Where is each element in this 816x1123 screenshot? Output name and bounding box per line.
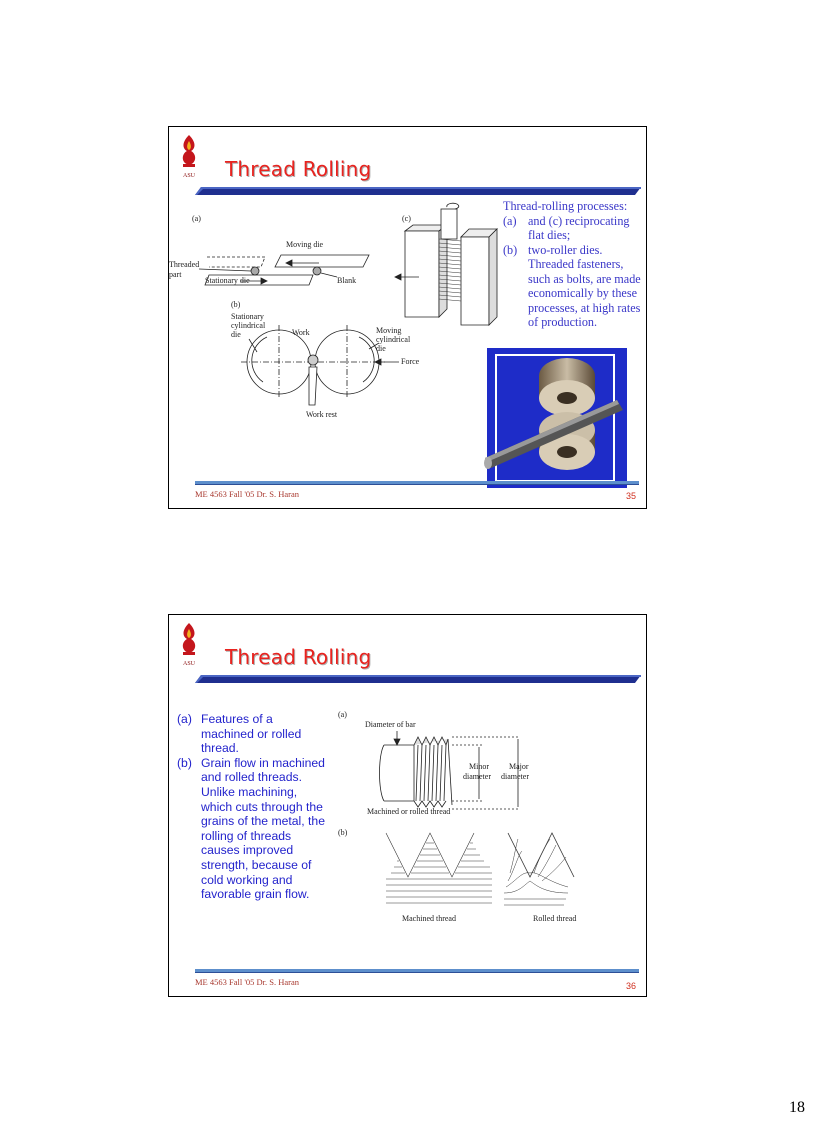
- thread-rolling-diagram: [169, 197, 504, 427]
- thread-rolling-photo: [487, 348, 627, 488]
- caption-item-label: (b): [503, 242, 518, 257]
- label-moving-cyl-3: die: [376, 344, 386, 353]
- caption-item-text: two-roller dies. Threaded fasteners, such as bolts, are made economically by these processes, at high rates of production.: [528, 242, 641, 329]
- label-major-2: diameter: [501, 772, 529, 781]
- caption-item-text: Grain flow in machined and rolled threads. Unlike machining, which cuts through the grains of the metal, the rolling of threads causes improved strength, because of cold working and favorable grain flow.: [201, 755, 325, 902]
- caption-item: [503, 214, 648, 243]
- caption-item-label: (b): [177, 755, 192, 770]
- footer-divider: [195, 969, 639, 973]
- label-blank: Blank: [337, 276, 357, 285]
- caption-item-text: Features of a machined or rolled thread.: [201, 712, 302, 756]
- caption-item-label: (a): [503, 213, 517, 228]
- title-underline: [195, 675, 641, 683]
- title-underline: [195, 187, 641, 195]
- label-b: (b): [338, 828, 348, 837]
- page-number: 18: [789, 1099, 805, 1116]
- footer-course: ME 4563 Fall '05 Dr. S. Haran: [195, 489, 299, 499]
- caption-item: [503, 243, 648, 330]
- footer-divider: [195, 481, 639, 485]
- label-work: Work: [292, 328, 310, 337]
- asu-logo: [175, 621, 203, 669]
- caption-heading: Thread-rolling processes:: [503, 199, 628, 213]
- slide-number: 35: [625, 491, 636, 501]
- footer-course: ME 4563 Fall '05 Dr. S. Haran: [195, 977, 299, 987]
- slide-35: [168, 126, 647, 509]
- label-moving-die: Moving die: [286, 240, 324, 249]
- thread-features-diagram: [334, 705, 577, 927]
- label-force: Force: [401, 357, 420, 366]
- label-stationary-cyl-1: Stationary: [231, 312, 264, 321]
- label-machined-or-rolled: Machined or rolled thread: [367, 807, 451, 816]
- label-minor-2: diameter: [463, 772, 491, 781]
- label-a: (a): [338, 710, 347, 719]
- roller-photo-illustration: [487, 348, 627, 488]
- caption-text: [177, 712, 327, 902]
- caption-item: [177, 712, 327, 756]
- caption-item: [177, 756, 327, 902]
- asu-logo-text: ASU: [182, 173, 196, 179]
- label-stationary-cyl-2: cylindrical: [231, 321, 266, 330]
- label-stationary-die: Stationary die: [205, 276, 250, 285]
- slide-36: [168, 614, 647, 997]
- label-work-rest: Work rest: [306, 410, 338, 419]
- label-moving-cyl-2: cylindrical: [376, 335, 411, 344]
- label-c: (c): [402, 214, 411, 223]
- asu-logo-text: ASU: [182, 661, 196, 667]
- label-moving-cyl-1: Moving: [376, 326, 402, 335]
- caption-item-label: (a): [177, 712, 192, 726]
- label-a: (a): [192, 214, 201, 223]
- slide-title: Thread Rolling: [225, 645, 372, 669]
- label-machined-thread: Machined thread: [402, 914, 456, 923]
- label-rolled-thread: Rolled thread: [533, 914, 577, 923]
- label-major-1: Major: [509, 762, 529, 771]
- slide-title: Thread Rolling: [225, 157, 372, 181]
- label-b: (b): [231, 300, 241, 309]
- label-part: part: [169, 270, 182, 279]
- label-diameter-of-bar: Diameter of bar: [365, 720, 416, 729]
- label-threaded: Threaded: [169, 260, 200, 269]
- asu-logo: [175, 133, 203, 181]
- label-minor-1: Minor: [469, 762, 489, 771]
- caption-text: [503, 199, 648, 330]
- slide-number: 36: [625, 981, 636, 991]
- caption-item-text: and (c) reciprocating flat dies;: [528, 213, 630, 242]
- label-stationary-cyl-3: die: [231, 330, 241, 339]
